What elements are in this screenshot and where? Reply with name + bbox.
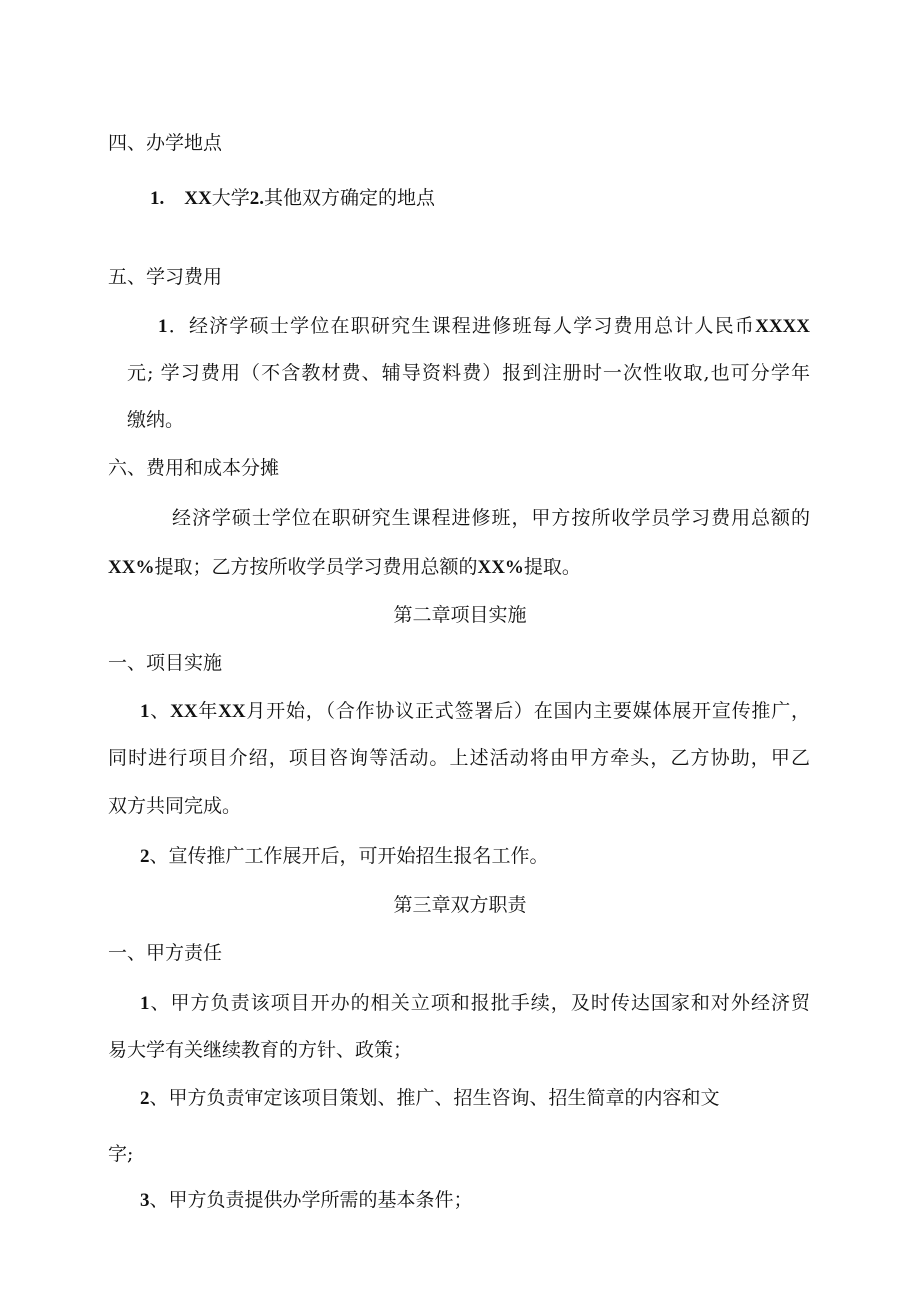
text: 提取；乙方按所收学员学习费用总额的 xyxy=(154,556,478,578)
placeholder-xx: XX xyxy=(170,701,198,722)
paragraph-fee-line-2: 元; 学习费用（不含教材费、辅导资料费）报到注册时一次性收取,也可分学年 xyxy=(127,362,810,384)
text: 、甲方负责提供办学所需的基本条件； xyxy=(149,1189,473,1211)
placeholder-percent: XX% xyxy=(108,557,155,578)
section-heading-ch3-1: 一、甲方责任 xyxy=(108,942,223,964)
section-heading-ch2-1: 一、项目实施 xyxy=(108,652,223,674)
paragraph-fee-line-3: 缴纳。 xyxy=(127,409,185,431)
text: 、 xyxy=(149,700,171,722)
chapter-title-3: 第三章双方职责 xyxy=(393,894,527,916)
list-number: 2. xyxy=(249,188,264,209)
section-heading-4: 四、办学地点 xyxy=(108,132,223,154)
text: 、宣传推广工作展开后，可开始招生报名工作。 xyxy=(149,845,549,867)
text: 年 xyxy=(197,700,219,722)
text: 、甲方负责该项目开办的相关立项和报批手续，及时传达国家和对外经济贸 xyxy=(149,992,810,1014)
paragraph-cost-line-2 xyxy=(108,555,581,580)
paragraph-ch3-item1-line-2: 易大学有关继续教育的方针、政策； xyxy=(108,1039,413,1061)
placeholder-xx: XX xyxy=(184,188,212,209)
paragraph-cost-line-1: 经济学硕士学位在职研究生课程进修班，甲方按所收学员学习费用总额的 xyxy=(172,507,810,529)
paragraph-ch3-item2-line-2: 字; xyxy=(108,1143,134,1165)
list-number: 3 xyxy=(140,1190,150,1211)
section-heading-5: 五、学习费用 xyxy=(108,266,223,288)
list-number: 2 xyxy=(140,1088,150,1109)
list-number: 1. xyxy=(150,188,165,209)
chapter-title-2: 第二章项目实施 xyxy=(393,604,527,626)
section-heading-6: 六、费用和成本分摊 xyxy=(108,457,280,479)
paragraph-ch3-item2-line-1 xyxy=(140,1086,720,1111)
paragraph-fee-line-1 xyxy=(158,314,810,339)
paragraph-location xyxy=(150,186,435,211)
list-number: 2 xyxy=(140,846,150,867)
paragraph-ch2-item1-line-3: 双方共同完成。 xyxy=(108,795,242,817)
paragraph-ch3-item3 xyxy=(140,1188,473,1213)
text: 提取。 xyxy=(523,556,581,578)
text: 月开始，（合作协议正式签署后）在国内主要媒体展开宣传推广， xyxy=(245,700,810,722)
text: ．经济学硕士学位在职研究生课程进修班每人学习费用总计人民币 xyxy=(167,315,756,337)
paragraph-ch2-item1-line-2: 同时进行项目介绍，项目咨询等活动。上述活动将由甲方牵头，乙方协助，甲乙 xyxy=(108,747,810,769)
list-number: 1 xyxy=(140,993,150,1014)
list-number: 1 xyxy=(158,316,168,337)
text: 大学 xyxy=(211,187,250,209)
placeholder-amount: XXXX xyxy=(755,316,810,337)
text: 其他双方确定的地点 xyxy=(263,187,435,209)
paragraph-ch2-item2 xyxy=(140,844,549,869)
list-number: 1 xyxy=(140,701,150,722)
text: 、甲方负责审定该项目策划、推广、招生咨询、招生简章的内容和文 xyxy=(149,1087,720,1109)
placeholder-xx: XX xyxy=(218,701,246,722)
placeholder-percent: XX% xyxy=(477,557,524,578)
paragraph-ch3-item1-line-1 xyxy=(140,991,810,1016)
paragraph-ch2-item1-line-1 xyxy=(140,699,810,724)
